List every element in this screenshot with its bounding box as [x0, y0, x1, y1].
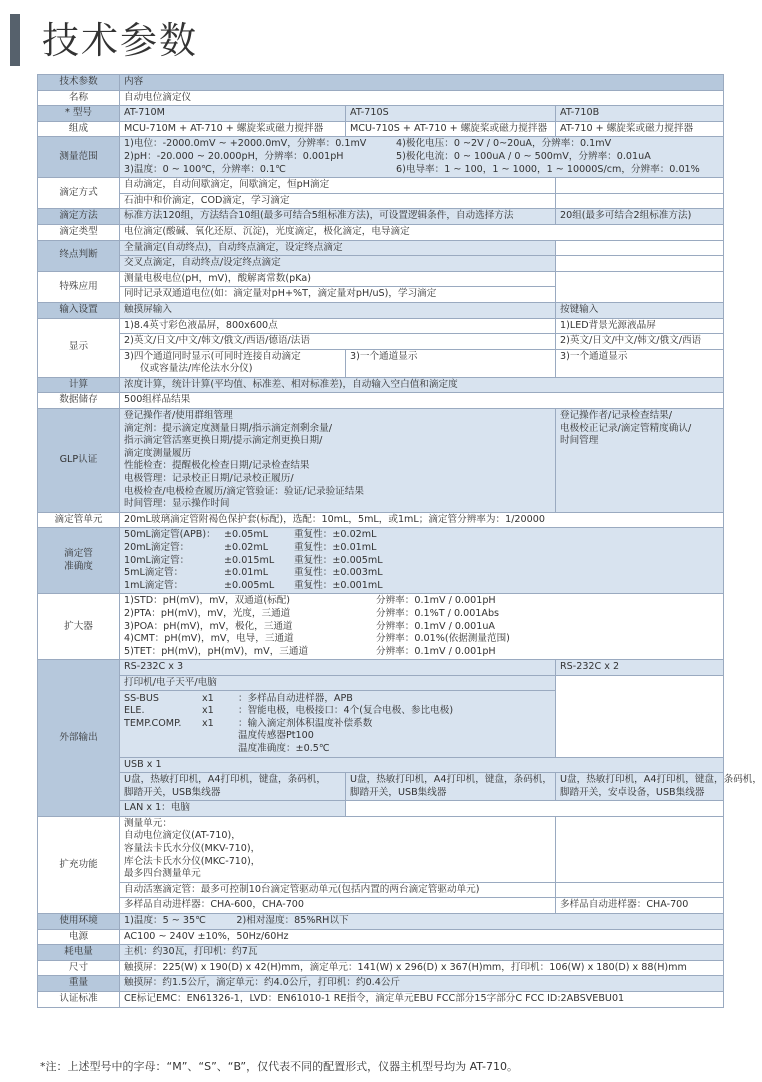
- row-titration-mode-2: [38, 193, 724, 209]
- row-storage: [38, 393, 724, 409]
- glp-line: 滴定度测量履历: [124, 447, 192, 459]
- row-value: 2)英文/日文/中文/韩文/俄文/西语: [556, 334, 724, 350]
- amplifier-resolution: 分辨率：0.1%T / 0.001Abs: [376, 607, 500, 619]
- accuracy-name: 1mL滴定管：: [124, 579, 184, 591]
- accuracy-repeat: 重复性：±0.01mL: [294, 542, 377, 553]
- row-value: U盘，热敏打印机，A4打印机，键盘，条码机，: [124, 774, 326, 786]
- blank-cell: [556, 240, 724, 256]
- row-expand-sampler: [38, 898, 724, 914]
- row-value: 20mL玻璃滴定管附褐色保护套(标配)，选配：10mL，5mL，或1mL；滴定管分辨率为：1/20000: [120, 512, 724, 528]
- amplifier-name: 3)POA：pH(mV)，mV，极化，三通道: [124, 620, 293, 632]
- row-label: 组成: [38, 121, 120, 137]
- row-endpoint: [38, 240, 724, 256]
- row-label: 尺寸: [38, 960, 120, 976]
- range-values: [120, 137, 724, 178]
- row-value: 温度传感器Pt100: [238, 730, 314, 742]
- amplifier-values: [120, 594, 724, 660]
- port-desc: ：智能电极，电极接口：4个(复合电极、参比电极): [238, 705, 454, 717]
- row-value: AC100 ~ 240V ±10%，50Hz/60Hz: [120, 929, 724, 945]
- row-input: [38, 302, 724, 318]
- glp-line: 电极检查/电极检查履历/滴定管验证：验证/记录验证结果: [124, 485, 364, 497]
- row-value: 自动活塞滴定管：最多可控制10台滴定管驱动单元(包括内置的两台滴定管驱动单元): [120, 882, 556, 898]
- row-display-3: [38, 349, 724, 377]
- accuracy-repeat: 重复性：±0.003mL: [294, 567, 383, 579]
- accuracy-repeat: 重复性：±0.005mL: [294, 554, 383, 566]
- row-env: [38, 914, 724, 930]
- row-label: 终点判断: [38, 240, 120, 271]
- row-calc: [38, 377, 724, 393]
- row-special: [38, 271, 724, 287]
- page-title: 技术参数: [42, 19, 198, 62]
- row-titration-method: [38, 209, 724, 225]
- blank-cell: [556, 256, 724, 272]
- accuracy-value: ±0.005mL: [224, 579, 275, 591]
- row-label: 扩充功能: [38, 816, 120, 913]
- row-label: 数据储存: [38, 393, 120, 409]
- row-power: [38, 929, 724, 945]
- glp-line: 电极校正记录/滴定管精度确认/: [560, 422, 692, 434]
- row-label: 滴定方法: [38, 209, 120, 225]
- row-value: 自动电位滴定仪: [120, 90, 724, 106]
- accuracy-value: ±0.01mL: [224, 567, 269, 579]
- row-value: LAN x 1：电脑: [120, 801, 346, 817]
- row-value: 脚踏开关，USB集线器: [124, 786, 221, 798]
- row-expand: [38, 816, 724, 882]
- port-count: x1: [202, 692, 214, 704]
- port-name: SS-BUS: [124, 692, 159, 704]
- glp-right: [556, 409, 724, 513]
- amplifier-name: 5)TET：pH(mV)，pH(mV)，mV，三通道: [124, 645, 309, 657]
- row-value: 20组(最多可结合2组标准方法): [556, 209, 724, 225]
- row-value: 电位滴定(酸碱、氧化还原、沉淀)，光度滴定，极化滴定，电导滴定: [120, 224, 724, 240]
- row-label: 使用环境: [38, 914, 120, 930]
- row-label: 计算: [38, 377, 120, 393]
- blank-cell: [556, 193, 724, 209]
- port-name: ELE.: [124, 705, 145, 717]
- row-value: 石油中和价滴定，COD滴定，学习滴定: [120, 193, 556, 209]
- row-external-ports: [38, 675, 724, 757]
- amplifier-resolution: 分辨率：0.1mV / 0.001uA: [376, 620, 495, 632]
- row-endpoint-2: [38, 256, 724, 272]
- row-value: 测量电极电位(pH，mV)，酸解离常数(pKa): [120, 271, 556, 287]
- blank-cell: [556, 816, 724, 882]
- row-value: 1)LED背景光源液晶屏: [556, 318, 724, 334]
- range-line: 2)pH：-20.000 ~ 20.000pH，分辨率：0.001pH: [124, 150, 344, 162]
- blank-cell: [556, 675, 724, 757]
- row-label: 输入设置: [38, 302, 120, 318]
- row-value: U盘，热敏打印机，A4打印机，键盘，条码机，: [560, 774, 762, 786]
- glp-line: 性能检查：提醒极化检查日期/记录检查结果: [124, 460, 310, 472]
- row-value: 同时记录双通道电位(如：滴定量对pH+%T，滴定量对pH/uS)，学习滴定: [120, 287, 556, 303]
- usb-devices-b: [556, 773, 762, 801]
- row-amplifier: [38, 594, 724, 660]
- row-value: 3)一个通道显示: [346, 349, 556, 377]
- accuracy-value: ±0.02mL: [224, 542, 269, 553]
- row-burette: [38, 512, 724, 528]
- row-label: GLP认证: [38, 409, 120, 513]
- row-value: U盘，热敏打印机，A4打印机，键盘，条码机，: [350, 774, 552, 786]
- row-value: 触摸屏：225(W) x 190(D) x 42(H)mm，滴定单元：141(W) x 296(D) x 367(H)mm，打印机：106(W) x 180(D) x 88(H)mm: [120, 960, 724, 976]
- row-titration-type: [38, 224, 724, 240]
- accuracy-repeat: 重复性：±0.001mL: [294, 579, 383, 591]
- header-content: 内容: [120, 75, 724, 91]
- row-value: 标准方法120组，方法结合10组(最多可结合5组标准方法)，可设置逻辑条件，自动选择方法: [120, 209, 556, 225]
- row-composition: [38, 121, 724, 137]
- row-value: 仪或容量法/库伦法水分仪): [140, 363, 253, 375]
- row-label: 测量范围: [38, 137, 120, 178]
- row-label-line: 准确度: [64, 560, 93, 572]
- row-value: 自动电位滴定仪(AT-710)，: [124, 830, 241, 842]
- blank-cell: [556, 882, 724, 898]
- footnote: *注：上述型号中的字母：“M”、“S”、“B”，仅代表不同的配置形式，仪器主机型号均为 AT-710。: [40, 1060, 518, 1073]
- blank-cell: [556, 271, 724, 302]
- usb-devices-m: [120, 773, 346, 801]
- row-label: 滴定类型: [38, 224, 120, 240]
- row-value: 浓度计算，统计计算(平均值、标准差、相对标准差)，自动输入空白值和滴定度: [120, 377, 724, 393]
- amplifier-name: 2)PTA：pH(mV)，mV，光度，三通道: [124, 607, 291, 619]
- amplifier-resolution: 分辨率：0.1mV / 0.001pH: [376, 595, 496, 607]
- composition-m: MCU-710M + AT-710 + 螺旋桨或磁力搅拌器: [120, 121, 346, 137]
- row-value: 温度准确度：±0.5℃: [238, 742, 330, 754]
- row-value: 2)英文/日文/中文/韩文/俄文/西语/德语/法语: [120, 334, 556, 350]
- row-value: 1)8.4英寸彩色液晶屏，800x600点: [120, 318, 556, 334]
- row-external-rs: [38, 660, 724, 676]
- spec-table: [37, 74, 762, 1008]
- row-value: USB x 1: [120, 757, 724, 773]
- row-value: 自动滴定，自动间歇滴定，间歇滴定，恒pH滴定: [120, 178, 556, 194]
- row-external-usb-devices: [38, 773, 724, 801]
- row-value: 库仑法卡氏水分仪(MKC-710)，: [124, 855, 261, 867]
- glp-line: 登记操作者/使用群组管理: [124, 410, 233, 422]
- row-value: 3)一个通道显示: [556, 349, 724, 377]
- row-value: 交叉点滴定，自动终点/设定终点滴定: [120, 256, 556, 272]
- glp-line: 电极管理：记录校正日期/记录校正履历/: [124, 473, 294, 485]
- row-value: CE标记EMC：EN61326-1，LVD：EN61010-1 RE指令，滴定单元EBU FCC部分15字部分C FCC ID:2ABSVEBU01: [120, 992, 724, 1008]
- row-name: [38, 90, 724, 106]
- row-label: [38, 528, 120, 594]
- row-label: 显示: [38, 318, 120, 377]
- row-glp: [38, 409, 724, 513]
- port-desc: ：多样品自动进样器，APB: [238, 692, 353, 704]
- row-value: 脚踏开关，USB集线器: [350, 786, 447, 798]
- row-value: 多样品自动进样器：CHA-700: [556, 898, 724, 914]
- model-b: AT-710B: [556, 106, 724, 122]
- row-value: 按键输入: [556, 302, 724, 318]
- row-value: 3)四个通道同时显示(可同时连接自动滴定: [124, 350, 301, 362]
- row-label: 特殊应用: [38, 271, 120, 302]
- accuracy-name: 10mL滴定管：: [124, 554, 190, 566]
- row-value: 1)温度：5 ~ 35℃ 2)相对湿度：85%RH以下: [120, 914, 724, 930]
- accuracy-name: 20mL滴定管：: [124, 542, 190, 553]
- table-header-row: [38, 75, 724, 91]
- port-desc: ：输入滴定剂体积温度补偿系数: [238, 717, 373, 729]
- port-name: TEMP.COMP.: [124, 717, 182, 729]
- glp-line: 时间管理：显示操作时间: [124, 498, 230, 510]
- row-label: * 型号: [38, 106, 120, 122]
- external-ports: [120, 675, 556, 757]
- row-label: 重量: [38, 976, 120, 992]
- glp-line: 滴定剂：提示滴定度测量日期/指示滴定剂剩余量/: [124, 422, 332, 434]
- row-expand-auto: [38, 882, 724, 898]
- range-line: 3)温度：0 ~ 100℃，分辨率：0.1℃: [124, 163, 286, 175]
- row-value: 主机：约30瓦，打印机：约7瓦: [120, 945, 724, 961]
- blank-cell: [346, 801, 724, 817]
- row-label-line: 滴定管: [64, 548, 93, 560]
- composition-s: MCU-710S + AT-710 + 螺旋桨或磁力搅拌器: [346, 121, 556, 137]
- title-accent-bar: [10, 14, 20, 66]
- row-display-2: [38, 334, 724, 350]
- accuracy-value: ±0.015mL: [224, 554, 275, 566]
- row-label: 扩大器: [38, 594, 120, 660]
- row-value: 全量滴定(自动终点)，自动终点滴定，设定终点滴定: [120, 240, 556, 256]
- accuracy-repeat: 重复性：±0.02mL: [294, 529, 377, 541]
- row-value: 测量单元：: [124, 817, 172, 829]
- glp-line: 登记操作者/记录检查结果/: [560, 410, 672, 422]
- row-value: 触摸屏：约1.5公斤，滴定单元：约4.0公斤，打印机：约0.4公斤: [120, 976, 724, 992]
- amplifier-name: 1)STD：pH(mV)，mV，双通道(标配): [124, 595, 291, 607]
- row-weight: [38, 976, 724, 992]
- amplifier-name: 4)CMT：pH(mV)，mV，电导，三通道: [124, 633, 294, 645]
- row-model: [38, 106, 724, 122]
- row-label: 认证标准: [38, 992, 120, 1008]
- row-titration-mode: [38, 178, 724, 194]
- composition-b: AT-710 + 螺旋桨或磁力搅拌器: [556, 121, 724, 137]
- header-label: 技术参数: [38, 75, 120, 91]
- row-display: [38, 318, 724, 334]
- amplifier-resolution: 分辨率：0.1mV / 0.001pH: [376, 645, 496, 657]
- row-range: [38, 137, 724, 178]
- range-line: 5)极化电流：0 ~ 100uA / 0 ~ 500mV，分辨率：0.01uA: [396, 150, 651, 162]
- range-line: 6)电导率：1 ~ 100，1 ~ 1000，1 ~ 10000S/cm，分辨率：0.01%: [396, 163, 700, 175]
- row-label: 耗电量: [38, 945, 120, 961]
- accuracy-name: 50mL滴定管(APB)：: [124, 529, 216, 541]
- amplifier-resolution: 分辨率：0.01%(依据测量范围): [376, 633, 510, 645]
- port-count: x1: [202, 705, 214, 717]
- row-value: RS-232C x 2: [556, 660, 724, 676]
- row-value: 多样品自动进样器：CHA-600，CHA-700: [120, 898, 556, 914]
- row-consumption: [38, 945, 724, 961]
- range-line: 1)电位：-2000.0mV ~ +2000.0mV，分辨率：0.1mV: [124, 138, 367, 150]
- row-external-usb: [38, 757, 724, 773]
- row-label: 外部输出: [38, 660, 120, 817]
- expand-units: [120, 816, 556, 882]
- row-value: 500组样品结果: [120, 393, 724, 409]
- glp-line: 指示滴定管活塞更换日期/提示滴定剂更换日期/: [124, 435, 323, 447]
- row-label: 电源: [38, 929, 120, 945]
- row-value: 最多四台测量单元: [124, 868, 201, 880]
- display-m3: [120, 349, 346, 377]
- port-count: x1: [202, 717, 214, 729]
- usb-devices-s: [346, 773, 556, 801]
- range-line: 4)极化电压：0 ~2V / 0~20uA，分辨率：0.1mV: [396, 138, 612, 150]
- row-value: RS-232C x 3: [120, 660, 556, 676]
- glp-left: [120, 409, 556, 513]
- row-label: 滴定方式: [38, 178, 120, 209]
- row-value: 脚踏开关，安卓设备，USB集线器: [560, 786, 705, 798]
- glp-line: 时间管理: [560, 435, 599, 447]
- row-value: 打印机/电子天平/电脑: [124, 676, 217, 688]
- row-cert: [38, 992, 724, 1008]
- row-accuracy: [38, 528, 724, 594]
- accuracy-value: ±0.05mL: [224, 529, 269, 541]
- model-s: AT-710S: [346, 106, 556, 122]
- row-value: 容量法卡氏水分仪(MKV-710)，: [124, 843, 261, 855]
- row-label: 名称: [38, 90, 120, 106]
- row-label: 滴定管单元: [38, 512, 120, 528]
- row-external-lan: [38, 801, 724, 817]
- model-m: AT-710M: [120, 106, 346, 122]
- row-size: [38, 960, 724, 976]
- accuracy-values: [120, 528, 724, 594]
- accuracy-name: 5mL滴定管：: [124, 567, 184, 579]
- row-value: 触摸屏输入: [120, 302, 556, 318]
- blank-cell: [556, 178, 724, 194]
